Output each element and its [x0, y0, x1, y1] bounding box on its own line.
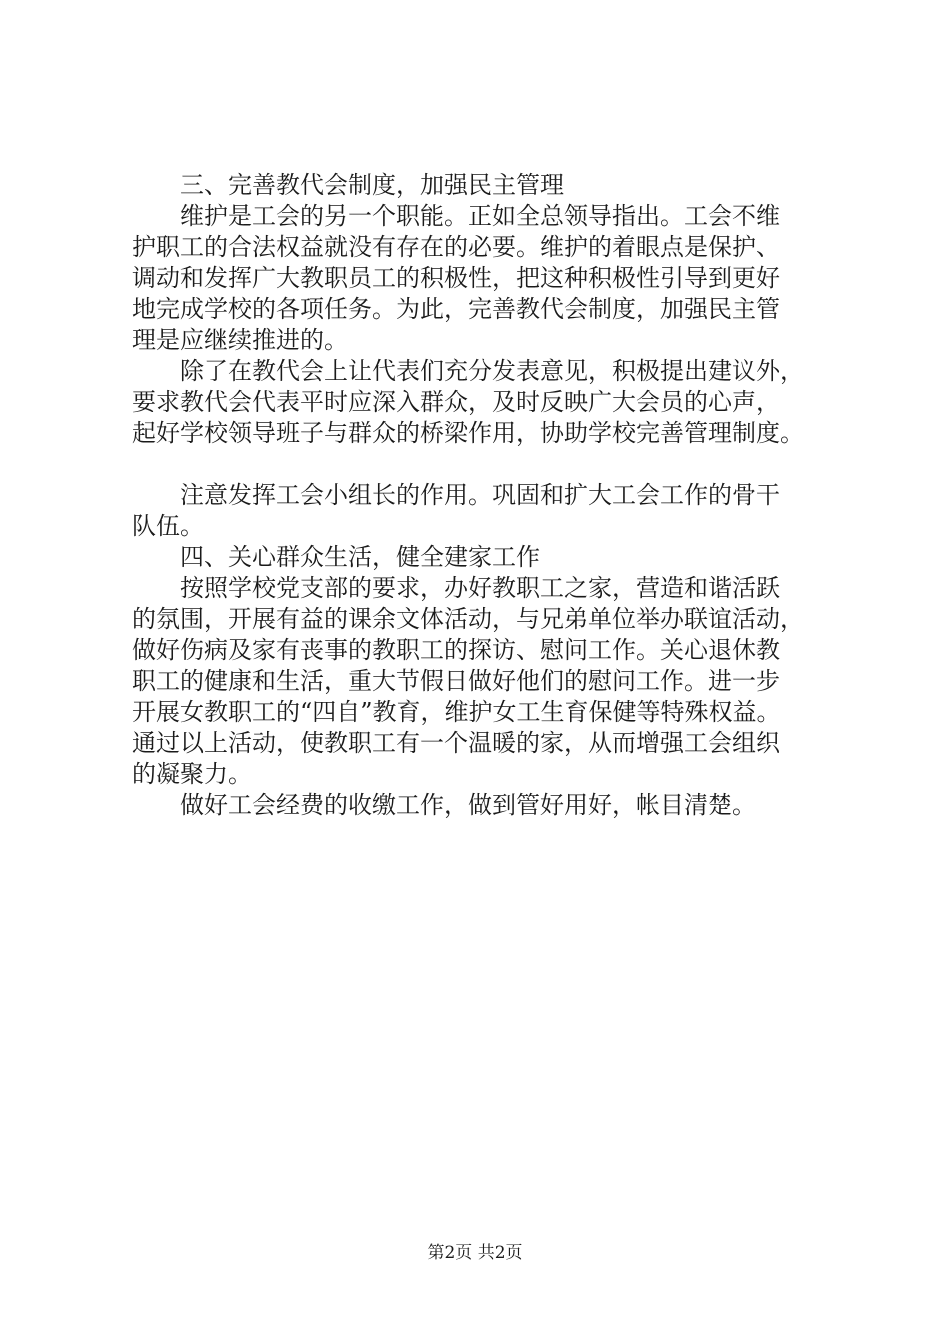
text-line: 起好学校领导班子与群众的桥梁作用，协助学校完善管理制度。: [132, 419, 804, 447]
text-line: 按照学校党支部的要求，办好教职工之家，营造和谐活跃: [132, 574, 780, 602]
page-number-footer: 第2页 共2页: [427, 1243, 523, 1263]
text-line: 四、关心群众生活，健全建家工作: [132, 543, 540, 571]
text-line: 注意发挥工会小组长的作用。巩固和扩大工会工作的骨干: [132, 481, 780, 509]
text-line: 三、完善教代会制度，加强民主管理: [132, 171, 564, 199]
document-body: [132, 170, 852, 821]
text-line: 理是应继续推进的。: [132, 326, 348, 354]
text-line: 调动和发挥广大教职员工的积极性，把这种积极性引导到更好: [132, 264, 780, 292]
text-line: 的氛围，开展有益的课余文体活动，与兄弟单位举办联谊活动，: [132, 605, 804, 633]
text-line: 的凝聚力。: [132, 760, 252, 788]
text-line: 开展女教职工的“四自”教育，维护女工生育保健等特殊权益。: [132, 698, 781, 726]
text-line: 地完成学校的各项任务。为此，完善教代会制度，加强民主管: [132, 295, 780, 323]
text-line: 维护是工会的另一个职能。正如全总领导指出。工会不维: [132, 202, 780, 230]
text-line: 做好工会经费的收缴工作，做到管好用好，帐目清楚。: [132, 791, 756, 819]
text-line: 做好伤病及家有丧事的教职工的探访、慰问工作。关心退休教: [132, 636, 780, 664]
text-line: 护职工的合法权益就没有存在的必要。维护的着眼点是保护、: [132, 233, 780, 261]
text-line: 职工的健康和生活，重大节假日做好他们的慰问工作。进一步: [132, 667, 780, 695]
text-line: 通过以上活动，使教职工有一个温暖的家，从而增强工会组织: [132, 729, 780, 757]
text-line: 队伍。: [132, 512, 204, 540]
blank-line: [132, 449, 852, 480]
text-line: 除了在教代会上让代表们充分发表意见，积极提出建议外，: [132, 357, 804, 385]
text-line: 要求教代会代表平时应深入群众，及时反映广大会员的心声，: [132, 388, 780, 416]
